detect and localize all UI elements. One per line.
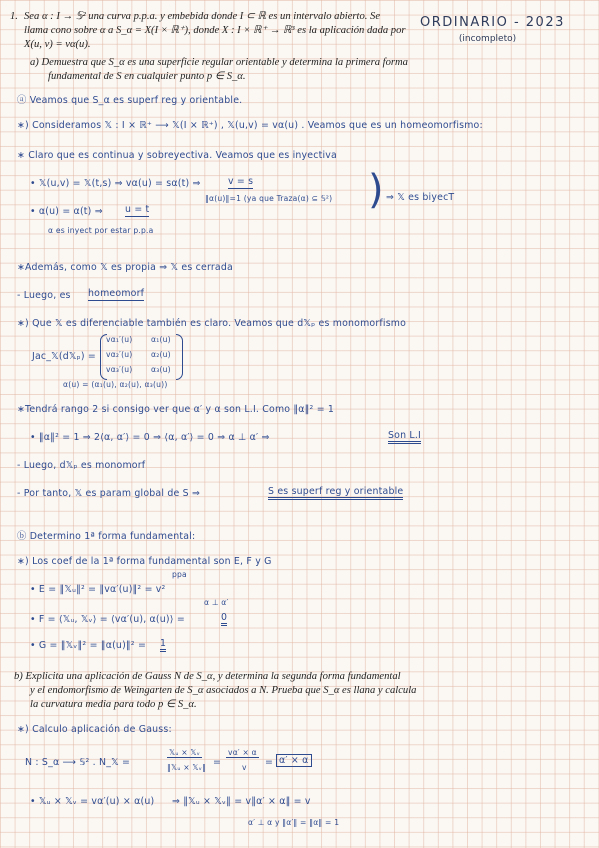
note-a-13: ⓑ Determino 1ª forma fundamental:: [17, 531, 196, 542]
part-b-line-3: la curvatura media para todo p ∈ S_α.: [30, 699, 197, 710]
brace-right: ): [368, 167, 384, 213]
note-b-3c: α′ ⊥ α y ‖α′‖ = ‖α‖ = 1: [248, 818, 340, 827]
note-a-16-note: α ⊥ α′: [204, 598, 229, 607]
matrix-c1-r1: vα₁′(u): [106, 335, 133, 344]
matrix-right-paren: [176, 334, 183, 380]
note-a-11: - Luego, d𝕏ₚ es monomorf: [17, 460, 146, 471]
note-b-3a: • 𝕏ᵤ × 𝕏ᵥ = vα′(u) × α(u): [30, 796, 155, 807]
note-a-7b: homeomorf: [88, 288, 145, 299]
matrix-c2-r1: α₁(u): [151, 335, 171, 344]
note-b-2-den2: v: [242, 763, 247, 772]
note-a-4b: v = s: [228, 176, 254, 187]
note-a-12a: - Por tanto, 𝕏 es param global de S ⇒: [17, 488, 201, 499]
note-a-15-note: ppa: [172, 570, 187, 579]
part-a-line-1: a) Demuestra que S_α es una superficie regular orientable y determina la primera forma: [30, 57, 408, 68]
note-a-17b: 1: [160, 638, 166, 652]
note-a-10b: Son L.I: [388, 430, 421, 444]
part-b-line-2: y el endomorfismo de Weingarten de S_α asociados a N. Prueba que S_α es llana y calcula: [30, 685, 417, 696]
note-a-6: ∗Además, como 𝕏 es propia ⇒ 𝕏 es cerrada: [17, 262, 233, 273]
note-a-10a: • ‖α‖² = 1 ⇒ 2⟨α, α′⟩ = 0 ⇒ ⟨α, α′⟩ = 0 ⇒ α ⊥ α′ ⇒: [30, 432, 270, 443]
matrix-c1-r2: vα₂′(u): [106, 350, 133, 359]
problem-line-1: Sea α : I → 𝕊² una curva p.p.a. y embebida donde I ⊂ ℝ es un intervalo abierto. Se: [24, 11, 381, 22]
note-b-2a: N : S_α ⟶ 𝕊² . N_𝕏 =: [25, 757, 131, 768]
jacobian-label: Jac_𝕏(d𝕏ₚ) =: [32, 351, 96, 362]
note-a-15: • E = ‖𝕏ᵤ‖² = ‖vα′(u)‖² = v²: [30, 584, 166, 595]
note-b-2-num2: vα′ × α: [228, 748, 257, 757]
header-title: ORDINARIO - 2023: [420, 15, 565, 30]
jacobian-note: α(u) = (α₁(u), α₂(u), α₃(u)): [63, 380, 168, 389]
part-a-line-2: fundamental de S en cualquier punto p ∈ S_α.: [48, 71, 246, 82]
gauss-map-result: α′ × α: [276, 754, 312, 767]
note-b-2-den: ‖𝕏ᵤ × 𝕏ᵥ‖: [167, 763, 207, 772]
note-a-16b: 0: [221, 612, 227, 626]
note-b-3b: ⇒ ‖𝕏ᵤ × 𝕏ᵥ‖ = v‖α′ × α‖ = v: [172, 796, 311, 807]
note-a-1: ⓐ Veamos que S_α es superf reg y orientable.: [17, 95, 243, 106]
part-b-line-1: b) Explicita una aplicación de Gauss N de S_α, y determina la segunda forma fundamental: [14, 671, 401, 682]
matrix-c2-r3: α₃(u): [151, 365, 171, 374]
note-a-5b: u = t: [125, 204, 150, 215]
note-a-17a: • G = ‖𝕏ᵥ‖² = ‖α(u)‖² =: [30, 640, 147, 651]
note-a-7a: - Luego, es: [17, 290, 71, 301]
note-a-4c: ‖α(u)‖=1 (ya que Traza(α) ⊆ 𝕊²): [205, 194, 333, 203]
note-b-1: ∗) Calculo aplicación de Gauss:: [17, 724, 172, 735]
note-b-2-eq: =: [213, 757, 222, 768]
note-b-2-eq2: =: [265, 757, 274, 768]
problem-number: 1.: [10, 11, 18, 22]
note-a-4a: • 𝕏(u,v) = 𝕏(t,s) ⇒ vα(u) = sα(t) ⇒: [30, 178, 201, 189]
note-a-4d: ⇒ 𝕏 es biyecT: [386, 192, 455, 203]
note-b-2-num: 𝕏ᵤ × 𝕏ᵥ: [169, 748, 201, 757]
matrix-c2-r2: α₂(u): [151, 350, 171, 359]
note-a-12b: S es superf reg y orientable: [268, 486, 403, 500]
header-subtitle: (incompleto): [458, 34, 517, 44]
note-a-8: ∗) Que 𝕏 es diferenciable también es claro. Veamos que d𝕏ₚ es monomorfismo: [17, 318, 407, 329]
note-a-5c: α es inyect por estar p.p.a: [48, 226, 154, 235]
problem-line-3: X(u, v) = vα(u).: [24, 39, 91, 50]
matrix-c1-r3: vα₃′(u): [106, 365, 133, 374]
note-a-16a: • F = ⟨𝕏ᵤ, 𝕏ᵥ⟩ = ⟨vα′(u), α(u)⟩ =: [30, 614, 185, 625]
note-a-14: ∗) Los coef de la 1ª forma fundamental son E, F y G: [17, 556, 272, 567]
note-a-2: ∗) Consideramos 𝕏 : I × ℝ⁺ ⟶ 𝕏(I × ℝ⁺) , 𝕏(u,v) = vα(u) . Veamos que es un homeomorfismo:: [17, 120, 483, 131]
problem-line-2: llama cono sobre α a S_α = X(I × ℝ⁺), donde X : I × ℝ⁺ → ℝ³ es la aplicación dada por: [24, 25, 406, 36]
note-a-9: ∗Tendrá rango 2 si consigo ver que α′ y α son L.I. Como ‖α‖² = 1: [17, 404, 335, 415]
note-a-3: ∗ Claro que es continua y sobreyectiva. Veamos que es inyectiva: [17, 150, 337, 161]
note-a-5a: • α(u) = α(t) ⇒: [30, 206, 103, 217]
